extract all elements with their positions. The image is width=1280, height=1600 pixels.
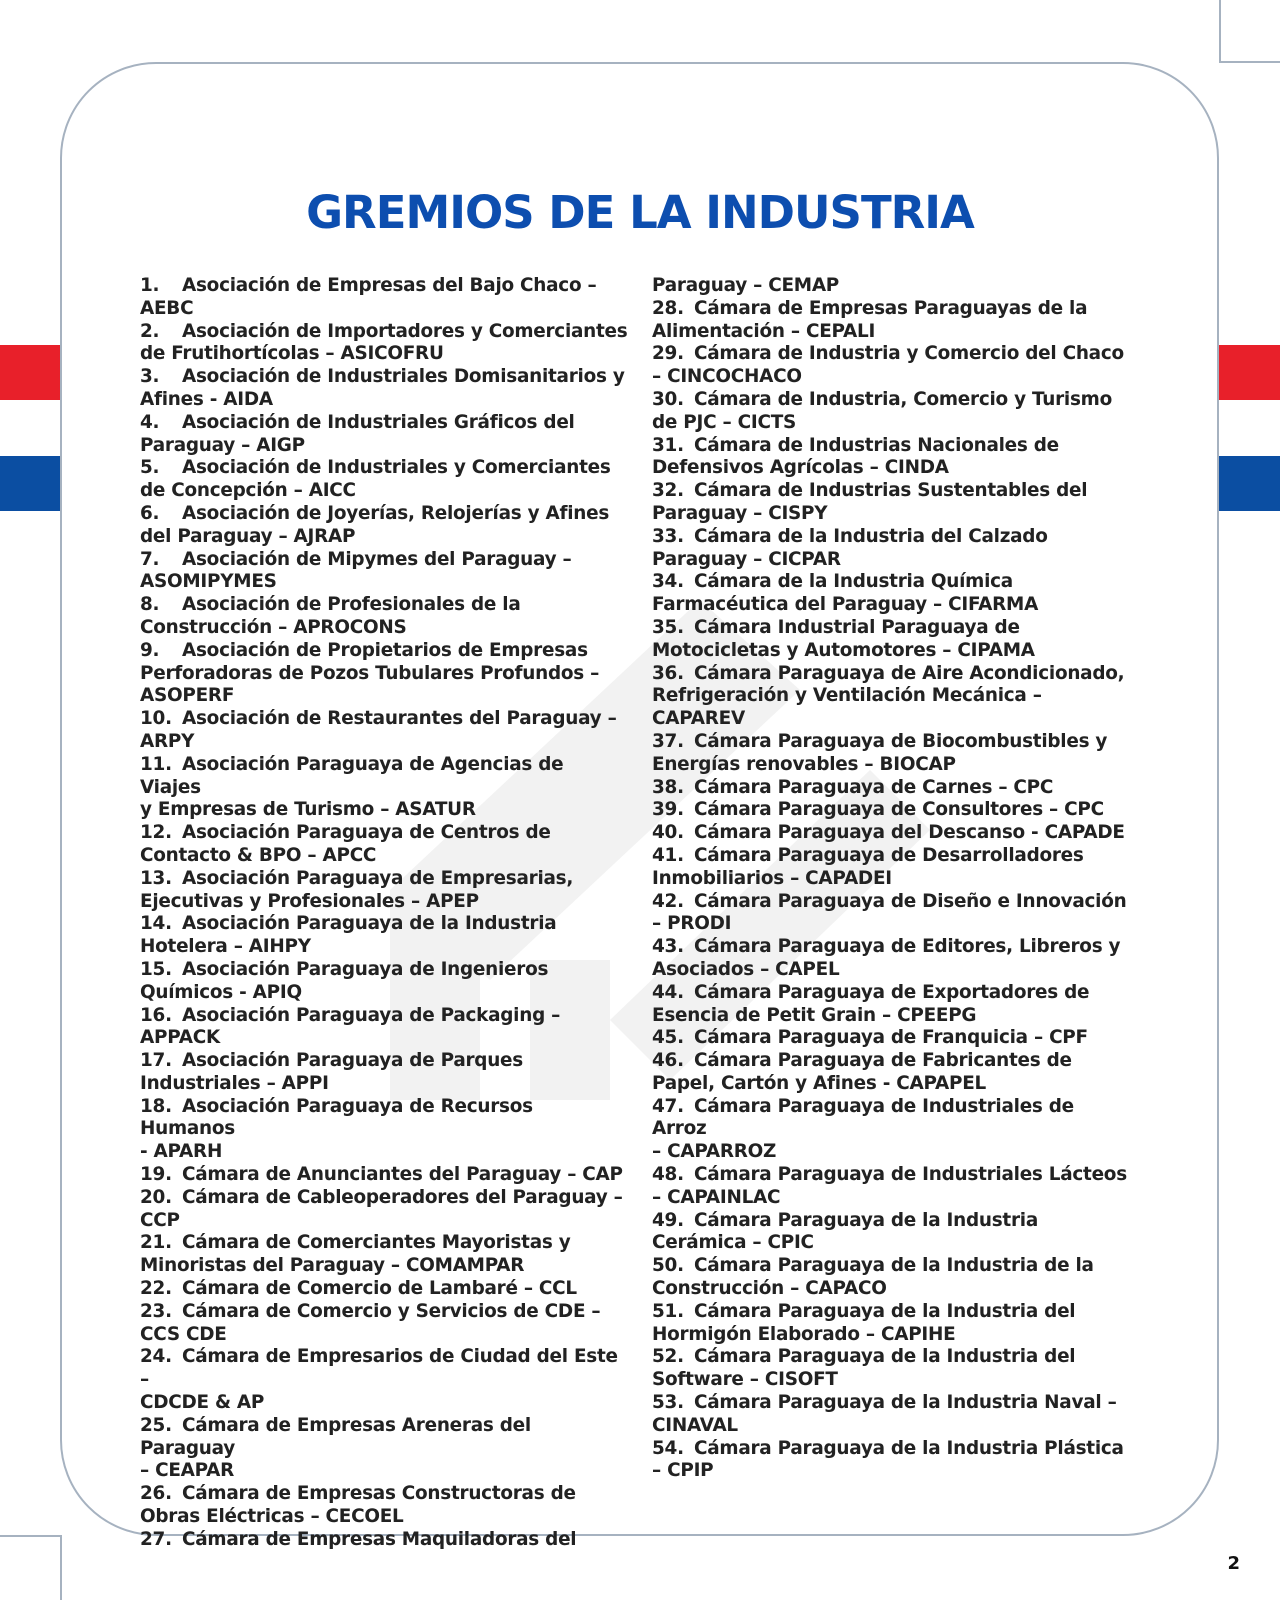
list-item-text: Cámara Paraguaya de la Industria del [694,1300,1076,1322]
list-item [652,1164,1132,1210]
list-item-text: Químicos - APIQ [140,981,302,1003]
list-item [652,982,1132,1028]
list-item-text: APPACK [140,1027,220,1049]
list-item-text: Cámara de Industrias Sustentables del [694,480,1088,502]
list-item-text: Cámara de Empresarios de Ciudad del Este – [140,1346,618,1391]
list-item-text: Minoristas del Paraguay – COMAMPAR [140,1255,525,1277]
list-item [140,708,630,754]
list-item-number: 43. [652,936,684,958]
list-item [140,959,630,1005]
list-item-text: Cámara Paraguaya de Franquicia – CPF [694,1027,1088,1049]
list-item-text: Cámara de la Industria Química [694,571,1013,593]
list-item-number: 39. [652,799,684,821]
list-item-number: 11. [140,753,172,775]
list-item [652,1096,1132,1164]
list-item-number: 46. [652,1050,684,1072]
list-item-number: 51. [652,1300,684,1322]
list-item [652,845,1132,891]
list-item-text: Asociación de Profesionales de la [182,594,521,616]
list-item-number: 4. [140,411,160,433]
list-item-text: Inmobiliarios – CAPADEI [652,867,892,889]
list-item [652,480,1132,526]
list-item-text: Cámara Industrial Paraguaya de [694,616,1020,638]
list-item-number: 19. [140,1164,172,1186]
list-item-text: Asociación Paraguaya de Packaging – [182,1004,561,1026]
list-item-number: 22. [140,1278,172,1300]
list-item [652,822,1132,845]
list-item-text: Cámara Paraguaya de Diseño e Innovación [694,890,1127,912]
list-item-number: 40. [652,822,684,844]
list-item-text: Cámara Paraguaya de Fabricantes de [694,1050,1072,1072]
list-item-text: Paraguay – AIGP [140,434,305,456]
list-item-text: Asociación de Mipymes del Paraguay – [182,548,572,570]
list-item [652,343,1132,389]
list-item-text: de Frutihortícolas – ASICOFRU [140,343,444,365]
list-item-number: 47. [652,1095,684,1117]
list-item-number: 35. [652,616,684,638]
list-item-number: 8. [140,594,160,616]
list-item [140,321,630,367]
list-item [140,1529,630,1552]
list-item-number: 31. [652,434,684,456]
list-item [140,1346,630,1414]
list-item [652,1438,1132,1484]
list-item-number: 41. [652,844,684,866]
list-item-text: – CEAPAR [140,1460,235,1482]
list-item-number: 52. [652,1346,684,1368]
list-item [140,1301,630,1347]
list-item-number: 1. [140,275,160,296]
list-item-text: Energías renovables – BIOCAP [652,753,956,775]
frame-line-bottom-left [60,1535,62,1600]
list-item-number: 20. [140,1186,172,1208]
list-item [652,526,1132,572]
list-item-text: Hormigón Elaborado – CAPIHE [652,1323,956,1345]
list-item [140,822,630,868]
list-item-number: 7. [140,548,160,570]
list-item-number: 32. [652,480,684,502]
list-item [140,1164,630,1187]
list-item-text: Industriales – APPI [140,1072,329,1094]
list-item-number: 53. [652,1392,684,1414]
list-item-number: 27. [140,1528,172,1550]
list-item-text: Cámara Paraguaya de Desarrolladores [694,844,1084,866]
list-item [652,389,1132,435]
list-item-text: ASOMIPYMES [140,571,277,593]
list-item-text: Hotelera – AIHPY [140,936,311,958]
list-item [652,298,1132,344]
list-item-text: Cámara Paraguaya de Industriales Lácteos [694,1164,1127,1186]
list-item-text: – CAPAINLAC [652,1186,781,1208]
list-item-text: Alimentación – CEPALI [652,320,876,342]
list-item [140,1187,630,1233]
list-item [652,799,1132,822]
flag-stripe-blue-left [0,456,62,511]
list-item-number: 12. [140,822,172,844]
list-item [140,640,630,708]
list-item [652,777,1132,800]
flag-stripe-red-left [0,345,62,400]
list-item-text: - APARH [140,1141,223,1163]
list-item [140,1050,630,1096]
list-item [652,571,1132,617]
list-item-text: Asociación Paraguaya de Recursos Humanos [140,1095,533,1140]
list-item-text: Cámara Paraguaya de la Industria del [694,1346,1076,1368]
frame-line-left-horizontal [0,1535,62,1537]
list-item [652,275,1132,298]
list-item-text: Cámara de Empresas Areneras del Paraguay [140,1414,531,1459]
list-item-text: Asociación de Industriales Gráficos del [182,411,575,433]
list-item-number: 23. [140,1300,172,1322]
list-item-text: Construcción – CAPACO [652,1278,887,1300]
list-item-number: 36. [652,662,684,684]
list-item-text: Cámara Paraguaya de Exportadores de [694,981,1090,1003]
list-item-text: Cámara de Industria y Comercio del Chaco [694,343,1124,365]
list-item [140,1415,630,1483]
list-item-number: 54. [652,1437,684,1459]
list-item-text: – CINCOCHACO [652,366,802,388]
flag-stripe-red-right [1219,345,1280,400]
list-item-text: Farmacéutica del Paraguay – CIFARMA [652,594,1039,616]
list-item-number: 44. [652,981,684,1003]
list-item-text: Asociados – CAPEL [652,958,840,980]
list-item-text: Asociación Paraguaya de Agencias de Viajes [140,753,564,798]
list-item-number: 14. [140,913,172,935]
list-item [652,1210,1132,1256]
list-item-number: 5. [140,457,160,479]
list-item [140,913,630,959]
list-item-text: Asociación de Industriales Domisanitarios y [182,366,625,388]
list-item [652,1050,1132,1096]
list-item-text: Ejecutivas y Profesionales – APEP [140,890,479,912]
list-item-number: 37. [652,730,684,752]
list-item-text: de PJC – CICTS [652,411,796,433]
list-item-number: 30. [652,388,684,410]
list-item-text: Contacto & BPO – APCC [140,844,377,866]
list-item-text: Asociación de Joyerías, Relojerías y Afines [182,502,610,524]
list-item-number: 29. [652,343,684,365]
list-item-text: Asociación de Empresas del Bajo Chaco – [182,275,597,296]
list-item-text: ASOPERF [140,685,235,707]
flag-stripe-blue-right [1219,456,1280,511]
list-item-text: Cámara Paraguaya de Biocombustibles y [694,730,1108,752]
list-item-text: – CAPARROZ [652,1141,777,1163]
list-item-number: 15. [140,958,172,980]
list-item-number: 26. [140,1483,172,1505]
list-item [652,1027,1132,1050]
list-item-text: – CPIP [652,1460,714,1482]
list-item-text: – PRODI [652,913,732,935]
list-item-text: Asociación de Industriales y Comerciantes [182,457,611,479]
list-item [652,435,1132,481]
list-item-text: Cámara Paraguaya de Industriales de Arroz [652,1095,1074,1140]
list-item [652,1301,1132,1347]
list-item-text: Defensivos Agrícolas – CINDA [652,457,949,479]
frame-line-top-right [1219,0,1221,62]
list-item [652,731,1132,777]
list-item [652,1255,1132,1301]
list-item-number: 25. [140,1414,172,1436]
list-item-text: Asociación de Importadores y Comerciantes [182,320,628,342]
list-item-text: Asociación Paraguaya de la Industria [182,913,557,935]
association-list-right-column [652,275,1132,1483]
list-item-text: CINAVAL [652,1414,738,1436]
list-item-number: 2. [140,320,160,342]
list-item-number: 48. [652,1164,684,1186]
page-number: 2 [1227,1553,1240,1574]
list-item-text: CAPAREV [652,708,745,730]
page-title: GREMIOS DE LA INDUSTRIA [306,186,974,239]
list-item [652,663,1132,731]
list-item [652,891,1132,937]
list-item [140,1005,630,1051]
list-item-text: Esencia de Petit Grain – CPEEPG [652,1004,977,1026]
list-item-text: Paraguay – CISPY [652,502,828,524]
list-item [140,1232,630,1278]
list-item [140,868,630,914]
list-item-text: ARPY [140,730,195,752]
list-item [652,936,1132,982]
association-list-left-column [140,275,630,1552]
list-item-text: Afines - AIDA [140,388,273,410]
list-item-number: 13. [140,867,172,889]
list-item-text: Motocicletas y Automotores – CIPAMA [652,639,1035,661]
list-item-text: Cámara Paraguaya de Aire Acondicionado, [694,662,1125,684]
list-item-text: Cámara de Comercio de Lambaré – CCL [182,1278,577,1300]
list-item-text: Asociación Paraguaya de Empresarias, [182,867,574,889]
list-item-text: Cámara de la Industria del Calzado [694,525,1048,547]
list-item-number: 45. [652,1027,684,1049]
list-item [140,457,630,503]
list-item-text: Paraguay – CEMAP [652,275,840,296]
list-item [652,1392,1132,1438]
list-item-text: Cámara Paraguaya de la Industria de la [694,1255,1094,1277]
list-item [652,1346,1132,1392]
list-item-text: Refrigeración y Ventilación Mecánica – [652,685,1042,707]
list-item-text: Cámara Paraguaya de la Industria Plástica [694,1437,1124,1459]
list-item [140,1096,630,1164]
list-item-text: Cámara de Comerciantes Mayoristas y [182,1232,571,1254]
list-item [652,617,1132,663]
list-item-number: 10. [140,708,172,730]
list-item-text: Cámara de Empresas Constructoras de [182,1483,576,1505]
list-item-number: 17. [140,1050,172,1072]
list-item-text: Cámara de Comercio y Servicios de CDE – [182,1300,601,1322]
list-item-text: Asociación Paraguaya de Centros de [182,822,551,844]
list-item-number: 3. [140,366,160,388]
list-item-text: Software – CISOFT [652,1369,838,1391]
list-item-text: Cámara de Industria, Comercio y Turismo [694,388,1112,410]
list-item-text: CDCDE & AP [140,1392,265,1414]
list-item-text: Asociación de Propietarios de Empresas [182,639,588,661]
list-item-text: del Paraguay – AJRAP [140,525,356,547]
list-item-number: 50. [652,1255,684,1277]
list-item-text: Cámara de Cableoperadores del Paraguay – [182,1186,623,1208]
list-item [140,1483,630,1529]
list-item-number: 34. [652,571,684,593]
list-item-text: Obras Eléctricas – CECOEL [140,1506,404,1528]
list-item-text: Cámara Paraguaya de Consultores – CPC [694,799,1104,821]
list-item-number: 21. [140,1232,172,1254]
list-item-text: Cámara Paraguaya del Descanso - CAPADE [694,822,1125,844]
list-item [140,549,630,595]
list-item-text: Asociación de Restaurantes del Paraguay – [182,708,617,730]
list-item-number: 38. [652,776,684,798]
list-item-number: 6. [140,502,160,524]
list-item-text: Asociación Paraguaya de Ingenieros [182,958,549,980]
list-item-text: Cámara de Industrias Nacionales de [694,434,1059,456]
list-item-number: 24. [140,1346,172,1368]
list-item-text: y Empresas de Turismo – ASATUR [140,799,476,821]
list-item-number: 33. [652,525,684,547]
list-item-text: AEBC [140,297,194,319]
list-item-text: Cerámica – CPIC [652,1232,814,1254]
list-item-text: Construcción – APROCONS [140,616,407,638]
list-item-text: de Concepción – AICC [140,480,356,502]
list-item [140,1278,630,1301]
list-item-text: Paraguay – CICPAR [652,548,841,570]
list-item [140,366,630,412]
list-item-text: Papel, Cartón y Afines - CAPAPEL [652,1072,987,1094]
list-item-text: Cámara Paraguaya de la Industria Naval – [694,1392,1117,1414]
list-item [140,412,630,458]
list-item-number: 16. [140,1004,172,1026]
list-item-text: Cámara Paraguaya de Carnes – CPC [694,776,1054,798]
list-item [140,754,630,822]
list-item [140,594,630,640]
list-item-number: 9. [140,639,160,661]
list-item-number: 49. [652,1209,684,1231]
list-item-number: 28. [652,297,684,319]
list-item-number: 18. [140,1095,172,1117]
list-item-text: Cámara Paraguaya de la Industria [694,1209,1039,1231]
list-item-text: Cámara de Anunciantes del Paraguay – CAP [182,1164,623,1186]
list-item-text: CCP [140,1209,180,1231]
list-item-text: Cámara Paraguaya de Editores, Libreros y [694,936,1121,958]
list-item-text: Cámara de Empresas Maquiladoras del [182,1528,577,1550]
list-item-number: 42. [652,890,684,912]
list-item [140,503,630,549]
list-item-text: Cámara de Empresas Paraguayas de la [694,297,1088,319]
list-item [140,275,630,321]
frame-line-right-horizontal [1219,61,1280,63]
list-item-text: Asociación Paraguaya de Parques [182,1050,523,1072]
list-item-text: Perforadoras de Pozos Tubulares Profundos – [140,662,600,684]
list-item-text: CCS CDE [140,1323,227,1345]
